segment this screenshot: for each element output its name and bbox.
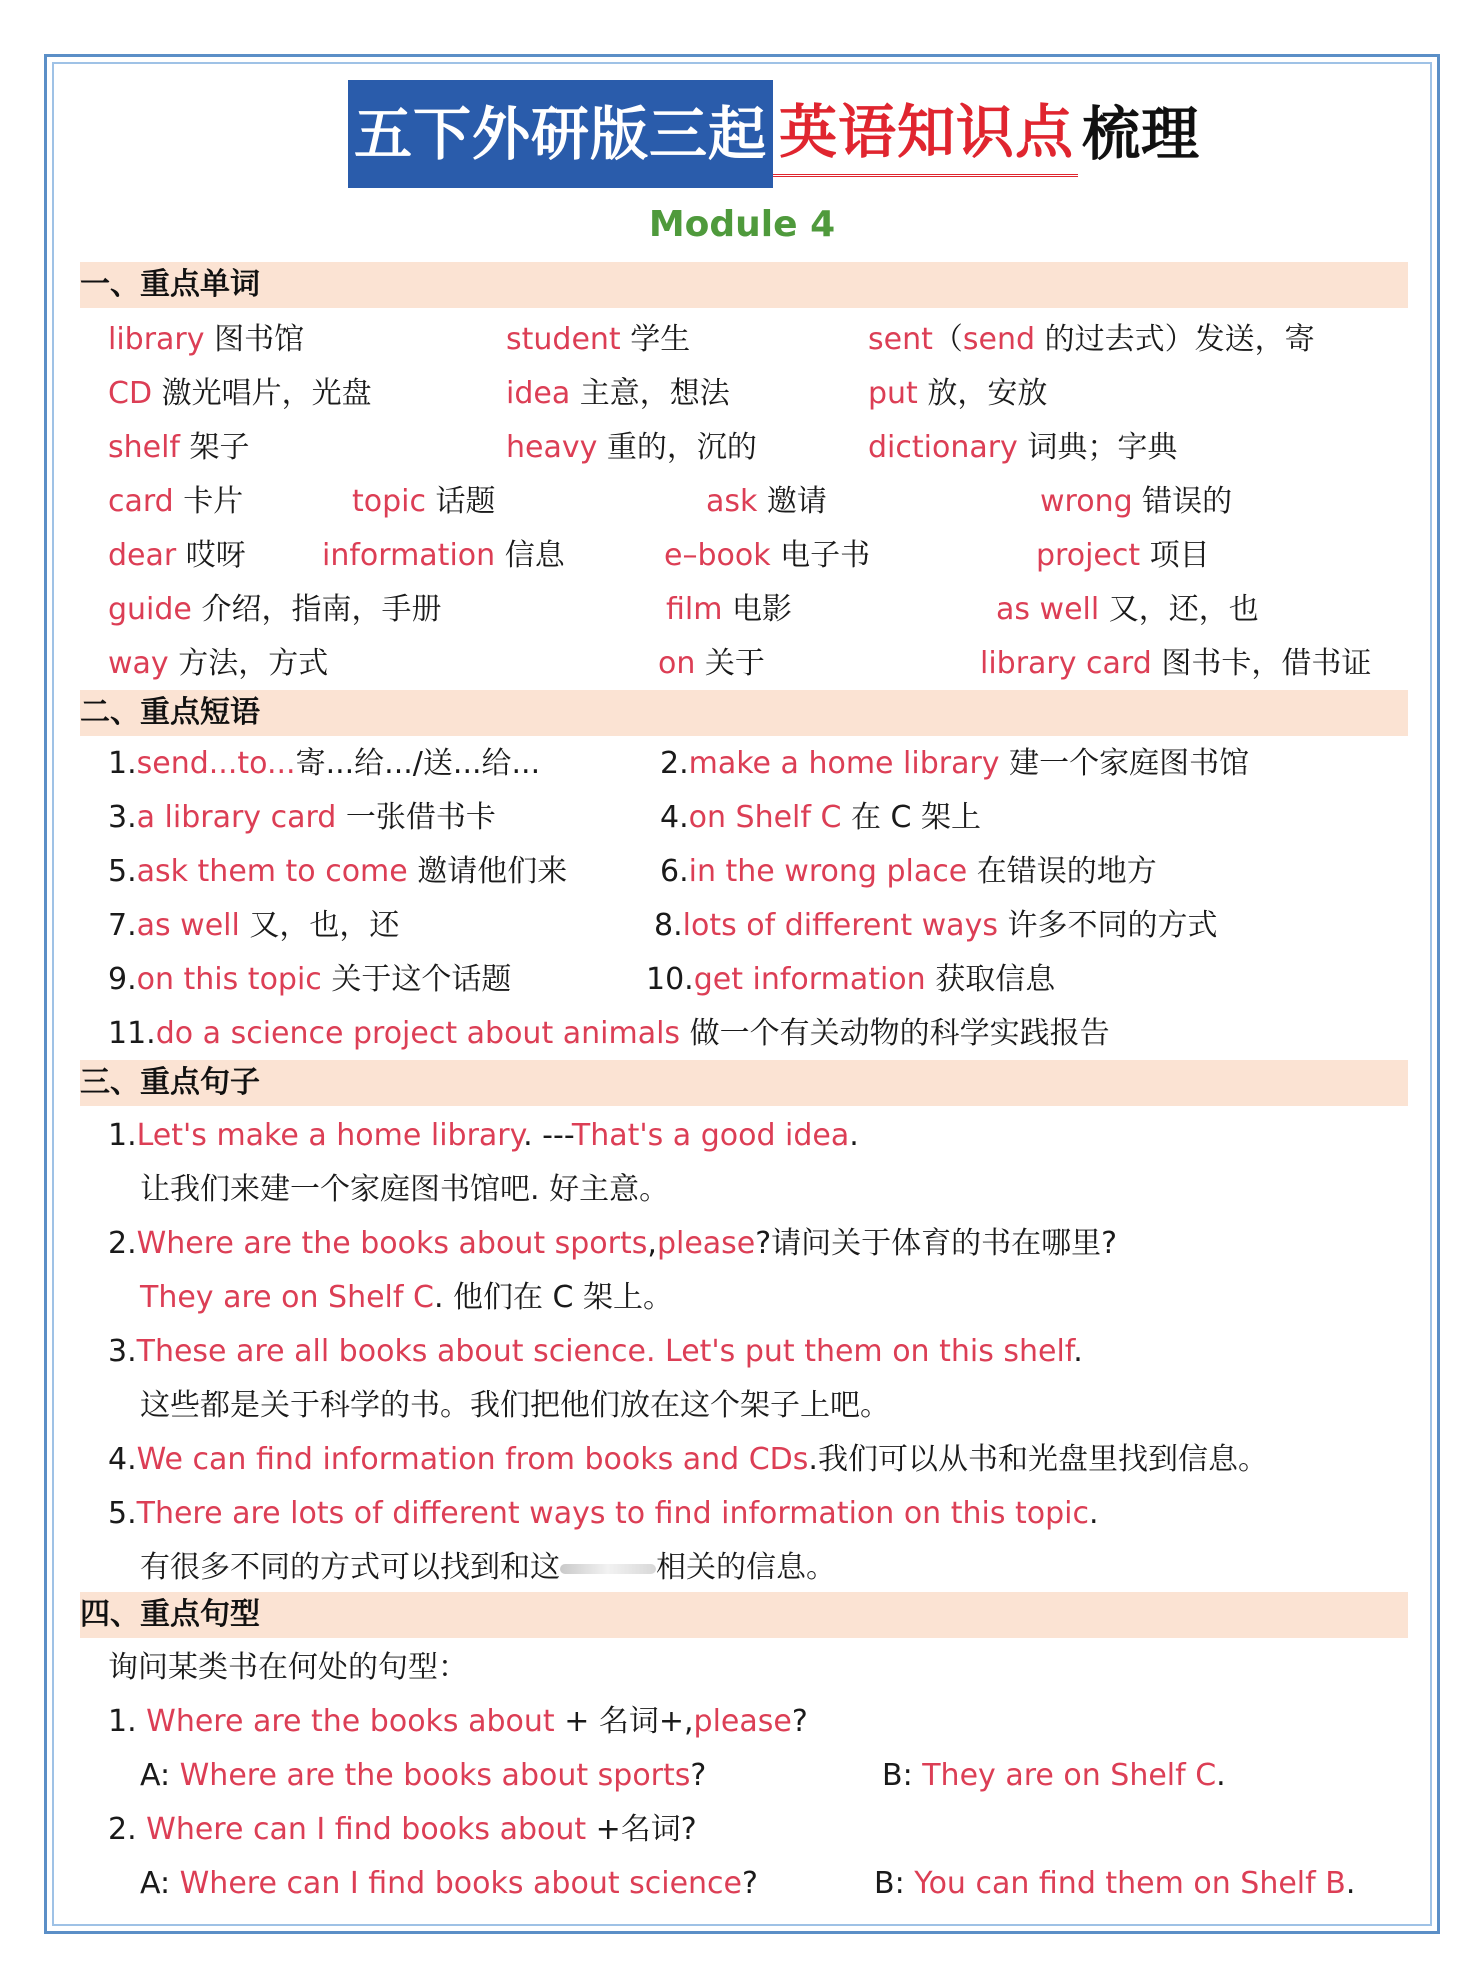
word-item: heavy 重的，沉的: [506, 430, 757, 465]
module-heading: Module 4: [648, 204, 836, 245]
word-item: student 学生: [506, 322, 691, 357]
word-item: put 放，安放: [868, 376, 1048, 411]
section-heading-sentences: 三、重点句子: [80, 1060, 1408, 1106]
phrase-item: 1.send...to...寄...给.../送...给...: [108, 746, 541, 781]
word-item: film 电影: [666, 592, 793, 627]
pattern-example-a: A: Where are the books about sports?: [140, 1758, 707, 1793]
phrase-item: 3.a library card 一张借书卡: [108, 800, 496, 835]
sentence-translation: 让我们来建一个家庭图书馆吧. 好主意。: [140, 1172, 670, 1207]
phrase-item: 5.ask them to come 邀请他们来: [108, 854, 568, 889]
title-highlight-blue: 五下外研版三起: [348, 80, 773, 188]
phrase-item: 7.as well 又，也，还: [108, 908, 400, 943]
sentence-translation: 有很多不同的方式可以找到和这 相关的信息。: [140, 1550, 836, 1585]
word-item: topic 话题: [352, 484, 496, 519]
sentence-item: 1.Let's make a home library. ---That's a good idea.: [108, 1118, 859, 1153]
sentence-item: 3.These are all books about science. Let's put them on this shelf.: [108, 1334, 1083, 1369]
phrase-item: 11.do a science project about animals 做一个有关动物的科学实践报告: [108, 1016, 1110, 1051]
pattern-question: 2. Where can I find books about +名词?: [108, 1812, 697, 1847]
word-item: dear 哎呀: [108, 538, 246, 573]
phrase-item: 10.get information 获取信息: [646, 962, 1056, 997]
sentence-translation: 这些都是关于科学的书。我们把他们放在这个架子上吧。: [140, 1388, 890, 1423]
word-item: dictionary 词典；字典: [868, 430, 1178, 465]
phrase-item: 9.on this topic 关于这个话题: [108, 962, 512, 997]
word-item: wrong 错误的: [1040, 484, 1233, 519]
word-item: ask 邀请: [706, 484, 827, 519]
sentence-item: 2.Where are the books about sports,please?请问关于体育的书在哪里?: [108, 1226, 1118, 1261]
phrase-item: 4.on Shelf C 在 C 架上: [660, 800, 981, 835]
pattern-question: 1. Where are the books about + 名词+,please?: [108, 1704, 808, 1739]
word-item: library card 图书卡，借书证: [980, 646, 1372, 681]
word-item: guide 介绍，指南，手册: [108, 592, 442, 627]
phrase-item: 2.make a home library 建一个家庭图书馆: [660, 746, 1250, 781]
pattern-intro: 询问某类书在何处的句型：: [108, 1650, 468, 1685]
pattern-example-a: A: Where can I find books about science?: [140, 1866, 758, 1901]
blurred-smudge: [560, 1564, 656, 1574]
page-title: [348, 80, 1200, 188]
word-item: project 项目: [1036, 538, 1210, 573]
word-item: e–book 电子书: [664, 538, 871, 573]
word-item: shelf 架子: [108, 430, 250, 465]
pattern-example-b: B: They are on Shelf C.: [882, 1758, 1226, 1793]
word-item: way 方法，方式: [108, 646, 329, 681]
phrase-item: 6.in the wrong place 在错误的地方: [660, 854, 1157, 889]
sentence-answer: They are on Shelf C. 他们在 C 架上。: [140, 1280, 674, 1315]
word-item: idea 主意，想法: [506, 376, 730, 411]
word-item: CD 激光唱片，光盘: [108, 376, 372, 411]
title-highlight-red: 英语知识点: [773, 92, 1078, 177]
word-item: sent（send 的过去式）发送，寄: [868, 322, 1315, 357]
sentence-item: 5.There are lots of different ways to find information on this topic.: [108, 1496, 1099, 1531]
word-item: on 关于: [658, 646, 765, 681]
section-heading-patterns: 四、重点句型: [80, 1592, 1408, 1638]
word-item: as well 又，还，也: [996, 592, 1259, 627]
section-heading-words: 一、重点单词: [80, 262, 1408, 308]
phrase-item: 8.lots of different ways 许多不同的方式: [654, 908, 1218, 943]
pattern-example-b: B: You can find them on Shelf B.: [874, 1866, 1356, 1901]
sentence-item: 4.We can find information from books and CDs.我们可以从书和光盘里找到信息。: [108, 1442, 1268, 1477]
title-tail: 梳理: [1082, 100, 1201, 168]
word-item: card 卡片: [108, 484, 244, 519]
section-heading-phrases: 二、重点短语: [80, 690, 1408, 736]
word-item: information 信息: [322, 538, 565, 573]
word-item: library 图书馆: [108, 322, 305, 357]
